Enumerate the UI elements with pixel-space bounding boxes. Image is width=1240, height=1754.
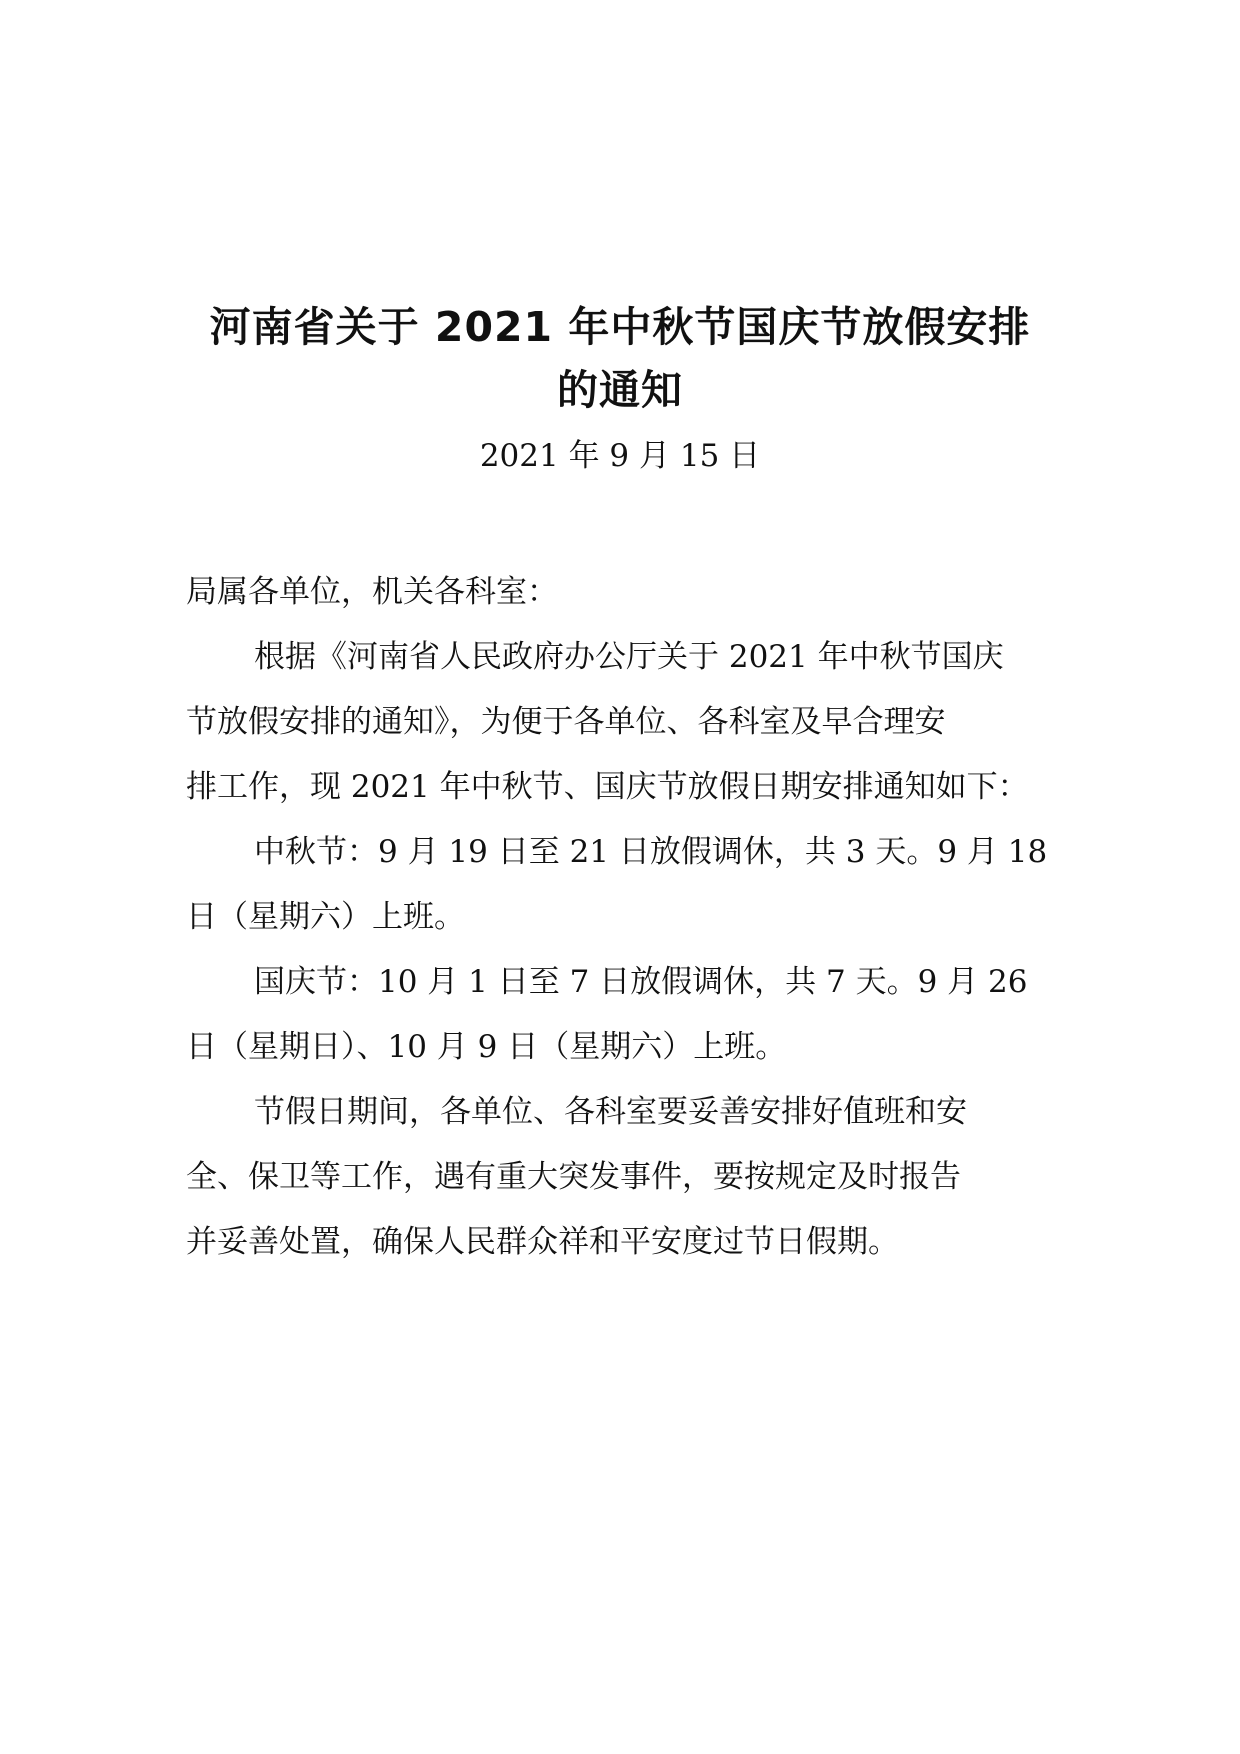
paragraph-1-line-2: 节放假安排的通知》，为便于各单位、各科室及早合理安	[186, 704, 946, 740]
paragraph-4-line-1: 节假日期间，各单位、各科室要妥善安排好值班和安	[254, 1094, 967, 1130]
paragraph-3-line-2: 日（星期日）、10 月 9 日（星期六）上班。	[186, 1029, 787, 1065]
document-title	[180, 296, 1060, 422]
paragraph-2-line-2: 日（星期六）上班。	[186, 899, 465, 935]
paragraph-1-line-3: 排工作，现 2021 年中秋节、国庆节放假日期安排通知如下：	[186, 769, 1029, 805]
salutation: 局属各单位，机关各科室：	[186, 574, 558, 610]
document-body	[186, 560, 1056, 1275]
title-line-2: 的通知	[557, 366, 683, 414]
title-line-1: 河南省关于 2021 年中秋节国庆节放假安排	[209, 303, 1031, 351]
paragraph-1-line-1: 根据《河南省人民政府办公厅关于 2021 年中秋节国庆	[254, 639, 1004, 675]
paragraph-4-line-3: 并妥善处置，确保人民群众祥和平安度过节日假期。	[186, 1224, 899, 1260]
document-date: 2021 年 9 月 15 日	[479, 438, 761, 474]
paragraph-2-line-1: 中秋节：9 月 19 日至 21 日放假调休，共 3 天。9 月 18	[254, 834, 1048, 870]
paragraph-4-line-2: 全、保卫等工作，遇有重大突发事件，要按规定及时报告	[186, 1159, 961, 1195]
paragraph-3-line-1: 国庆节：10 月 1 日至 7 日放假调休，共 7 天。9 月 26	[254, 964, 1028, 1000]
